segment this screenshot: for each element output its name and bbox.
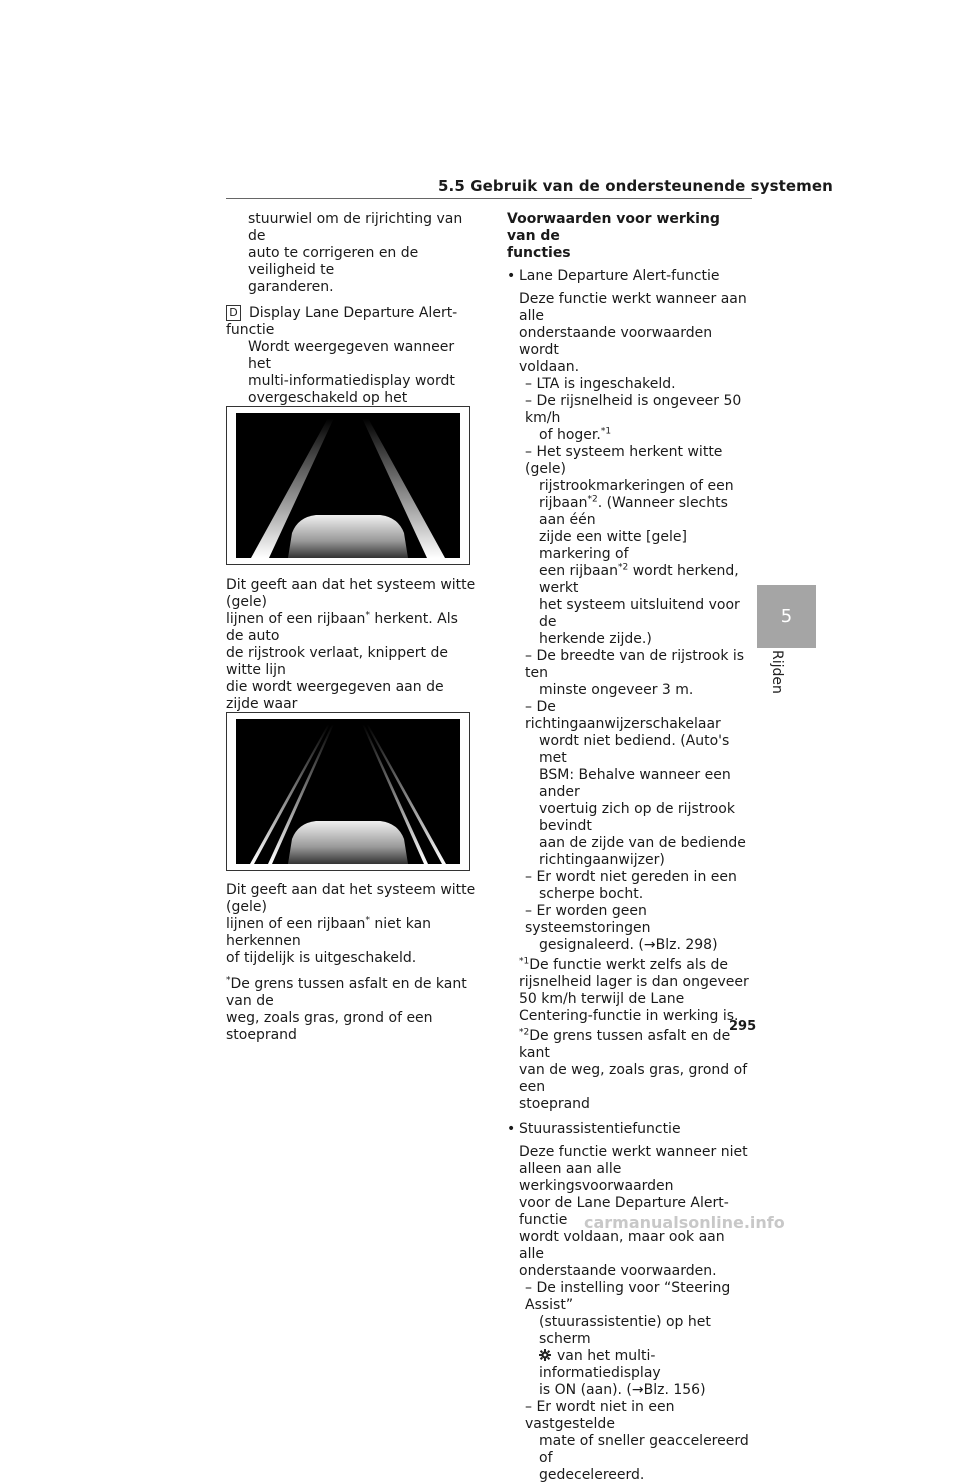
lda-cond-3a: – Het systeem herkent witte (gele) — [525, 444, 723, 477]
lda-footnote-1: $^{*1}$De functie werkt zelfs als de — [519, 956, 728, 973]
para-black-line-2: lijnen of een rijbaan* niet kan herkennen — [226, 915, 432, 949]
item-d-body-2: multi-informatiedisplay wordt — [248, 373, 455, 389]
sa-cond-2a: – Er wordt niet in een vastgestelde — [525, 1399, 675, 1432]
bullet-lda: • Lane Departure Alert-functie — [507, 268, 720, 284]
item-d-body-1: Wordt weergegeven wanneer het — [248, 339, 455, 372]
lda-cond-2b: of hoger.$^{*1}$ — [539, 426, 612, 443]
page-number: 295 — [729, 1019, 757, 1034]
conditions-heading-2: functies — [507, 245, 571, 261]
car-icon — [288, 515, 408, 558]
lane-lines-white-graphic — [236, 413, 460, 558]
para-white-line-1: Dit geeft aan dat het systeem witte (gele) — [226, 577, 476, 610]
lda-cond-2a: – De rijsnelheid is ongeveer 50 km/h — [525, 393, 742, 426]
lda-cond-4a: – De breedte van de rijstrook is ten — [525, 648, 745, 681]
display-illustration-white — [226, 406, 470, 565]
header-divider — [226, 198, 752, 199]
lda-footnote-2: $^{*2}$De grens tussen asfalt en de kant — [519, 1027, 731, 1061]
display-illustration-black — [226, 712, 470, 871]
lda-intro-3: voldaan. — [519, 359, 580, 375]
para-white-line-3: de rijstrook verlaat, knippert de witte lijn — [226, 645, 448, 678]
conditions-heading-1: Voorwaarden voor werking van de — [507, 211, 720, 244]
item-d-label: D — [226, 305, 241, 321]
intro-line-1: stuurwiel om de rijrichting van de — [248, 211, 463, 244]
right-column: Voorwaarden voor werking van de functies • Lane Departure Alert-functie Deze functie werkt wanneer aan alle onderstaande voorwaarden wordt voldaan. – LTA is ingeschakeld. – De rijsnelheid is ongeveer 50 km/h of hoger.$^{*1}$ – Het systeem herkent witte (gele) rijstrookmarkeringen of een rijbaan$^{*2}$. (Wanneer slechts aan één zijde een witte [gele] markering of een rijbaan$^{*2}$ wordt herkend, werkt het systeem uitsluitend voor de herkende zijde.) – De breedte van de rijstrook is ten minste ongeveer 3 m. – De richtingaanwijzerschakelaar wordt niet bediend. (Auto's met BSM: Behalve wanneer een ander voertuig zich op de rijstrook bevindt aan de zijde van de bediende richtingaanwijzer) – Er wordt niet gereden in een scherpe bocht. – Er worden geen systeemstoringen gesignaleerd. (→Blz. 298) $^{*1}$De functie werkt zelfs als de rijsnelheid lager is dan ongeveer 50 km/h terwijl de Lane Centering-functie in werking is. $^{*2}$De grens tussen asfalt en de kant van de weg, zoals gras, grond of een stoeprand • Stuurassistentiefunctie Deze functie werkt wanneer niet alleen aan alle werkingsvoorwaarden voor de Lane Departure Alert-functie wordt voldaan, maar ook aan alle onderstaande voorwaarden. – De instelling voor “Steering Assist” (stuurassistentie) op het scherm van het multi-informatiedisplay is ON (aan). (→Blz. 156) – Er wordt niet in een vastgestelde mate of sneller geaccelereerd of gedecelereerd. — [507, 211, 752, 1484]
bullet-steering-assist: • Stuurassistentiefunctie — [507, 1121, 681, 1137]
sa-cond-1a: – De instelling voor “Steering Assist” — [525, 1280, 731, 1313]
para-black-line-1: Dit geeft aan dat het systeem witte (gele) — [226, 882, 476, 915]
para-white-line-2: lijnen of een rijbaan* herkent. Als de auto — [226, 610, 458, 644]
item-d-body-3: overgeschakeld op het — [248, 390, 408, 406]
lda-cond-6a: – Er wordt niet gereden in een — [525, 869, 737, 885]
para-black-block — [226, 882, 476, 1044]
chapter-tab-number: 5 — [757, 585, 816, 648]
lane-lines-black-graphic — [236, 719, 460, 864]
para-white-line-4: die wordt weergegeven aan de zijde waar — [226, 679, 444, 712]
watermark: carmanualsonline.info — [584, 1213, 785, 1232]
lda-intro-1: Deze functie werkt wanneer aan alle — [519, 291, 747, 324]
para-black-line-3: of tijdelijk is uitgeschakeld. — [226, 950, 417, 966]
section-title: 5.5 Gebruik van de ondersteunende systemen — [438, 177, 833, 195]
lda-cond-1: – LTA is ingeschakeld. — [525, 376, 676, 392]
gear-icon — [539, 1349, 551, 1361]
intro-line-3: garanderen. — [248, 279, 334, 295]
chapter-tab-label: Rijden — [769, 650, 785, 694]
lda-cond-7a: – Er worden geen systeemstoringen — [525, 903, 651, 936]
lda-cond-5a: – De richtingaanwijzerschakelaar — [525, 699, 721, 732]
intro-line-2: auto te corrigeren en de veiligheid te — [248, 245, 419, 278]
car-icon — [288, 821, 408, 864]
footnote-line-1: *De grens tussen asfalt en de kant van de — [226, 975, 467, 1009]
item-d-title: D Display Lane Departure Alert-functie — [226, 305, 458, 338]
footnote-line-2: weg, zoals gras, grond of een stoeprand — [226, 1010, 433, 1043]
lda-intro-2: onderstaande voorwaarden wordt — [519, 325, 713, 358]
